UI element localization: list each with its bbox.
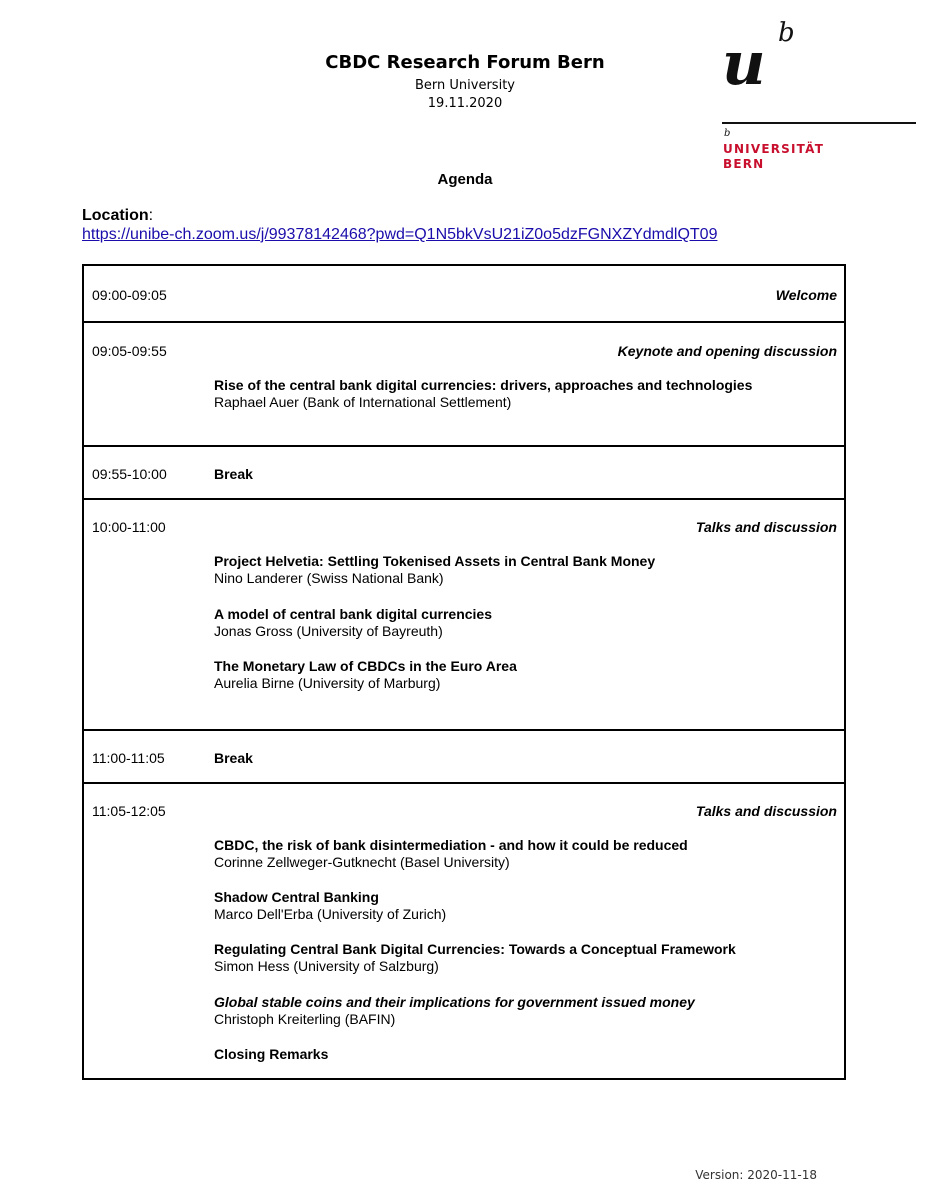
talk-title: The Monetary Law of CBDCs in the Euro Area (214, 658, 517, 674)
session-time: 10:00-11:00 (92, 519, 166, 535)
agenda-row-talks-1 (84, 498, 844, 729)
agenda-row-break-2 (84, 729, 844, 782)
zoom-link[interactable]: https://unibe-ch.zoom.us/j/99378142468?pwd=Q1N5bkVsU21iZ0o5dzFGNXZYdmdlQT09 (82, 226, 718, 243)
location-label (82, 207, 153, 225)
talk-title: CBDC, the risk of bank disintermediation - and how it could be reduced (214, 837, 688, 853)
page-title: CBDC Research Forum Bern (325, 52, 605, 73)
talk-title: Project Helvetia: Settling Tokenised Assets in Central Bank Money (214, 553, 656, 569)
version-label: Version: 2020-11-18 (695, 1168, 817, 1182)
logo-mark-b: b (778, 18, 795, 48)
session-type: Talks and discussion (695, 803, 837, 819)
agenda-row-keynote (84, 321, 844, 445)
talk-item (214, 941, 834, 975)
talk-item (214, 837, 834, 871)
session-time: 09:00-09:05 (92, 287, 167, 303)
break-label: Break (214, 466, 253, 482)
talk-speaker: Christoph Kreiterling (BAFIN) (214, 1011, 396, 1027)
talk-item (214, 658, 834, 692)
agenda-row-talks-2 (84, 782, 844, 1078)
talk-item (214, 377, 834, 411)
session-type: Talks and discussion (695, 519, 837, 535)
event-location-name: Bern University (415, 78, 515, 93)
session-type: Welcome (775, 287, 837, 303)
agenda-row-welcome (84, 266, 844, 321)
talk-title: Shadow Central Banking (214, 889, 379, 905)
logo-rule (722, 122, 916, 124)
session-time: 11:00-11:05 (92, 750, 165, 766)
talk-speaker: Aurelia Birne (University of Marburg) (214, 675, 441, 691)
agenda-heading: Agenda (437, 171, 493, 188)
logo-small-b: b (724, 128, 731, 139)
talk-speaker: Raphael Auer (Bank of International Settlement) (214, 394, 512, 410)
event-date: 19.11.2020 (427, 96, 503, 111)
talk-item (214, 553, 834, 587)
talk-speaker: Jonas Gross (University of Bayreuth) (214, 623, 443, 639)
agenda-table (82, 264, 846, 1080)
university-logo (718, 20, 918, 180)
talk-title: Regulating Central Bank Digital Currencies: Towards a Conceptual Framework (214, 941, 736, 957)
talk-title: A model of central bank digital currencies (214, 606, 492, 622)
talk-item (214, 1046, 834, 1063)
talk-title: Rise of the central bank digital currencies: drivers, approaches and technologies (214, 377, 753, 393)
logo-mark-u: u (722, 29, 766, 99)
session-type: Keynote and opening discussion (617, 343, 837, 359)
break-label: Break (214, 750, 253, 766)
talk-speaker: Simon Hess (University of Salzburg) (214, 958, 439, 974)
talk-speaker: Marco Dell'Erba (University of Zurich) (214, 906, 447, 922)
session-time: 11:05-12:05 (92, 803, 166, 819)
session-time: 09:55-10:00 (92, 466, 167, 482)
closing-remarks: Closing Remarks (214, 1046, 329, 1062)
talk-item (214, 994, 834, 1028)
talk-item (214, 606, 834, 640)
talk-speaker: Corinne Zellweger-Gutknecht (Basel University) (214, 854, 510, 870)
talk-speaker: Nino Landerer (Swiss National Bank) (214, 570, 444, 586)
talk-item (214, 889, 834, 923)
location-label-colon: : (148, 207, 154, 224)
talk-title: Global stable coins and their implications for government issued money (214, 994, 695, 1010)
logo-word-bern: BERN (723, 157, 765, 171)
logo-word-universitat: UNIVERSITÄT (723, 142, 825, 156)
session-time: 09:05-09:55 (92, 343, 167, 359)
location-label-text: Location (82, 207, 149, 224)
agenda-row-break-1 (84, 445, 844, 498)
